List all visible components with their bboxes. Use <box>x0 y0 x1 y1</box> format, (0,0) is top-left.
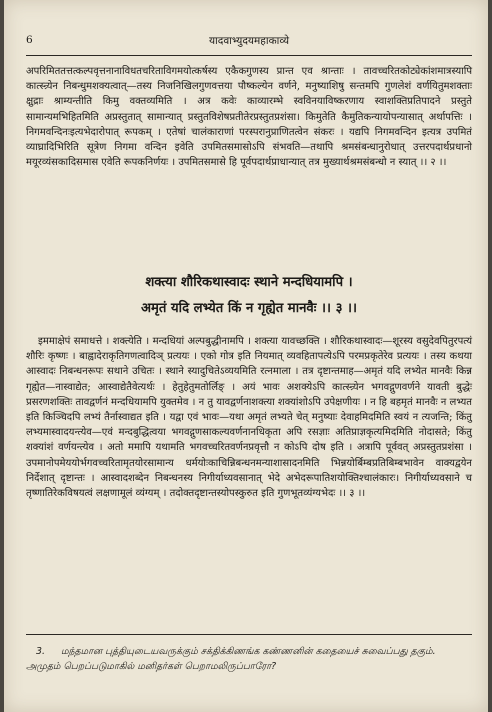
book-page <box>4 0 488 712</box>
verse-line-2: अमृतं यदि लभ्येत किं न गृह्येत मानवैः ।। ३ ।। <box>140 301 358 316</box>
commentary-paragraph-verse-3: इममाक्षेपं समाधत्ते । शक्त्येति । मन्दधियां अल्पबुद्धीनामपि । शक्त्या यावच्छक्ति । शौरिकथास्वादः—शूरस्य वसुदेवपितुरपत्यं शौरिः कृष्णः । बाह्वादेराकृतिगणत्वादिञ् प्रत्ययः । एको गोत्र इति नियमात् व्यवहितापत्येऽपि परमप्रकृतेरेव प्रत्ययः । तस्य कथया आस्वादः निबन्धनरूपः सथाने उचितः । स्थाने स्यादुचितेऽव्ययमिति रत्नमाला । तत्र दृष्टान्तमाह—अमृतं यदि लभ्येत मानवैः किन्न गृह्येत—नास्वाद्येत; आस्वाद्येतैवेत्यर्थः । हेतुहेतुमतोर्लिङ् । अयं भावः अशक्येऽपि कात्स्न्र्येन भगवद्गुणवर्णने यावती बुद्धेः प्रसरणशक्तिः तावद्वर्णनं मन्दधियामपि युक्तमेव । न तु यावद्वर्णनाशक्त्या शक्यांशोऽपि उपेक्षणीयः । न हि बहमृतं मानवैः न लभ्यत इति किञ्चिदपि लभ्यं तैर्नास्वाद्यत इति । यद्वा एवं भावः—यथा अमृतं लभ्यते चेत् मनुष्याः देवाहमिदमिति स्वयं न त्यजन्ति; किंतु लभ्यमास्वादयन्त्येव—एवं मन्दबुद्धित्वया भगवद्गुणसाकल्यवर्णनानधिकृता अपि रसज्ञाः अतिप्राज्ञकृत्यमिदमिति नोदासते; किंतु शक्यांशं वर्णयन्त्येव । अतो ममापि यथामति भगवच्चरितवर्णनप्रवृत्तौ न कोऽपि दोष इति । अत्रापि पूर्ववत् अप्रस्तुतप्रशंसा । उपमानोपमेययोर्भगवच्चरितामृतयोरसामान्य धर्मयोःकाचिन्निबन्धनमन्याशासादनमिति भिन्नयोर्बिम्बप्रतिबिम्बभावेन वाक्यद्वयेन निर्देशात् दृष्टान्तः । आस्वादशब्देन निबन्धनस्य निगीर्याध्यवसानात् भेदे अभेदरूपातिशयोक्तिश्चालंकारः। निगीर्याध्यवसाने च तृष्णातिरेकविषयत्वं लक्षणामूलं व्यंग्यम् । तदोक्तदृष्टान्तस्योपस्कुरुत इति गुणभूतव्यंग्यभेदः ।। ३ ।। <box>26 336 472 500</box>
footnote-number: 3. <box>36 646 45 657</box>
page-header <box>26 34 472 52</box>
verse-line-1: शक्त्या शौरिकथास्वादः स्थाने मन्दधियामपि । <box>145 275 353 290</box>
running-title: यादवाभ्युदयमहाकाव्ये <box>208 35 290 47</box>
commentary-paragraph-verse-2: अपरिमिततत्तत्कल्पवृत्तनानाविधतचरिताविगमयोत्कर्षस्य एकैकगुणस्य प्रान्त एव श्रान्ताः । तावच्चरितकोट्येकांशमात्रस्यापि कात्स्न्र्येन निबन्धुमशक्यत्वात्—तस्य निजनिखिलगुणवत्तया पौष्कल्येन वर्णने, मनुष्याशिषु सन्तमपि गुणलेशं वर्णयितुमशक्ताः क्षुद्राः श्राम्यन्तीति किमु वक्तव्यमिति । अत्र कवेः काव्यारम्भे स्वविनयाविष्करणाय स्वाशक्तिप्रतिपादने प्रस्तुते सामान्यमभिहितमिति अप्रस्तुतात् सामान्यात् प्रस्तुतविशेषप्रतीतेरप्रस्तुतप्रशंसा। किमुतेति कैमुतिकन्यायोपन्यासात् अर्थापत्तिः । निगमवन्दिनःइत्यभेदारोपात् रूपकम् । एतेषां चालंकाराणां परस्परानुप्राणितत्वेन संकरः । यद्यपि निगमवन्दिन इत्यत्र उपमितं व्याघ्रादिभिरिति सूत्रेण निगमा वन्दिन इवेति उपमितसमासोऽपि संभवति—तथापि श्रमसंबन्धानुरोधात् उत्तरपदार्थप्रधानो मयूरव्यंसकादिसमास एवेति रूपकनिर्णयः । उपमितसमासे हि पूर्वपदार्थप्राधान्यात् तत्र मुख्यार्थश्रमसंबन्धो न स्यात् ।। २ ।। <box>26 66 472 169</box>
page-number: 6 <box>26 34 33 46</box>
footnote-rule <box>26 634 472 635</box>
tamil-footnote <box>26 644 472 674</box>
header-rule <box>26 55 472 56</box>
footnote-text: மந்தமான புத்தியுடையவருக்கும் சக்திக்கிணங்க கண்ணனின் கதையைச் சுவைப்பது தகும். அமுதம் பெறப்படுமாகில் மனிதர்கள் பெறாமலிருப்பாரோ? <box>26 646 436 672</box>
